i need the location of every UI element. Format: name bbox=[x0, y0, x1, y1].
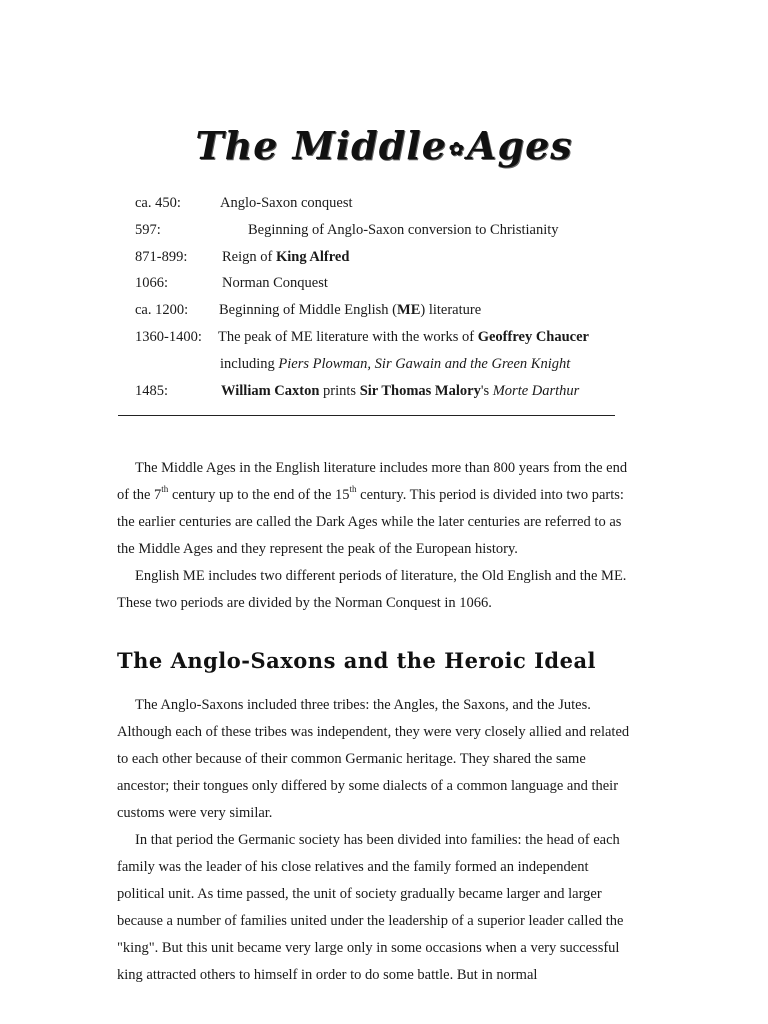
timeline-event bbox=[220, 351, 570, 378]
timeline-date: 1360-1400: bbox=[135, 328, 202, 345]
timeline-event-segment: William Caxton bbox=[221, 382, 320, 399]
timeline-date: 1066: bbox=[135, 275, 169, 292]
timeline-event-segment: King Alfred bbox=[275, 248, 350, 265]
title-text-part1: The Middle bbox=[195, 123, 447, 169]
section-paragraph-1: The Anglo-Saxons included three tribes: the Angles, the Saxons, and the Jutes. Although each of these tribes was independent, they were very closely allied and related to each other because of their common Germanic heritage. They shared the same ancestor; their tongues only differed by some dialects of a common language and their customs were very similar. bbox=[117, 697, 630, 821]
timeline-event-segment: Sir Thomas Malory bbox=[359, 382, 481, 399]
timeline-event-segment: Norman Conquest bbox=[222, 275, 328, 292]
timeline-event-segment: Morte Darthur bbox=[492, 382, 580, 399]
timeline-event-segment: 's bbox=[480, 382, 493, 399]
timeline-event bbox=[248, 217, 559, 244]
timeline-date: ca. 1200: bbox=[135, 302, 189, 319]
timeline-event bbox=[218, 324, 589, 351]
timeline-event-segment: ) literature bbox=[420, 302, 482, 319]
timeline-date: ca. 450: bbox=[135, 195, 181, 211]
timeline-event-segment: including bbox=[220, 355, 279, 372]
page-title bbox=[0, 123, 768, 168]
timeline-event-segment: The peak of ME literature with the works of bbox=[218, 328, 478, 345]
timeline-event-segment: Beginning of Anglo-Saxon conversion to Christianity bbox=[248, 221, 559, 238]
timeline-date: 597: bbox=[135, 221, 161, 238]
intro-paragraph-2: English ME includes two different periods of literature, the Old English and the ME. These two periods are divided by the Norman Conquest in 1066. bbox=[117, 568, 627, 611]
timeline-event bbox=[221, 378, 579, 405]
timeline-date: 1485: bbox=[135, 382, 169, 399]
timeline-event bbox=[219, 297, 481, 324]
title-text-part2: Ages bbox=[467, 123, 573, 169]
timeline-event bbox=[222, 244, 349, 271]
timeline-event-segment: Anglo-Saxon conquest bbox=[220, 195, 353, 211]
divider-line bbox=[118, 415, 615, 416]
intro-paragraph-1: The Middle Ages in the English literature includes more than 800 years from the end of the 7th century up to the end of the 15th century. This period is divided into two parts: the earlier centuries are called the Dark Ages while the later centuries are referred to as the Middle Ages and they represent the peak of the European history. bbox=[117, 460, 628, 557]
timeline-event-segment: Piers Plowman, Sir Gawain and the Green Knight bbox=[278, 355, 571, 372]
section-heading: The Anglo-Saxons and the Heroic Ideal bbox=[117, 648, 597, 673]
timeline-event-segment: Reign of bbox=[222, 248, 276, 265]
timeline-event-segment: Geoffrey Chaucer bbox=[477, 328, 589, 345]
timeline-event-segment: prints bbox=[319, 382, 360, 399]
timeline-event bbox=[220, 190, 353, 217]
timeline-event-segment: ME bbox=[397, 302, 421, 319]
timeline-date: 871-899: bbox=[135, 248, 188, 265]
timeline-event bbox=[222, 270, 328, 297]
timeline-event-segment: Beginning of Middle English ( bbox=[219, 302, 398, 319]
section-paragraph-2: In that period the Germanic society has been divided into families: the head of each family was the leader of his close relatives and the family formed an independent political unit. As time passed, the unit of society gradually became larger and larger because a number of families united under the leadership of a superior leader called the "king". But this unit became very large only in some occasions when a very successful king attracted others to himself in order to do some battle. But in normal bbox=[117, 832, 624, 983]
flower-icon: ✿ bbox=[448, 139, 466, 161]
